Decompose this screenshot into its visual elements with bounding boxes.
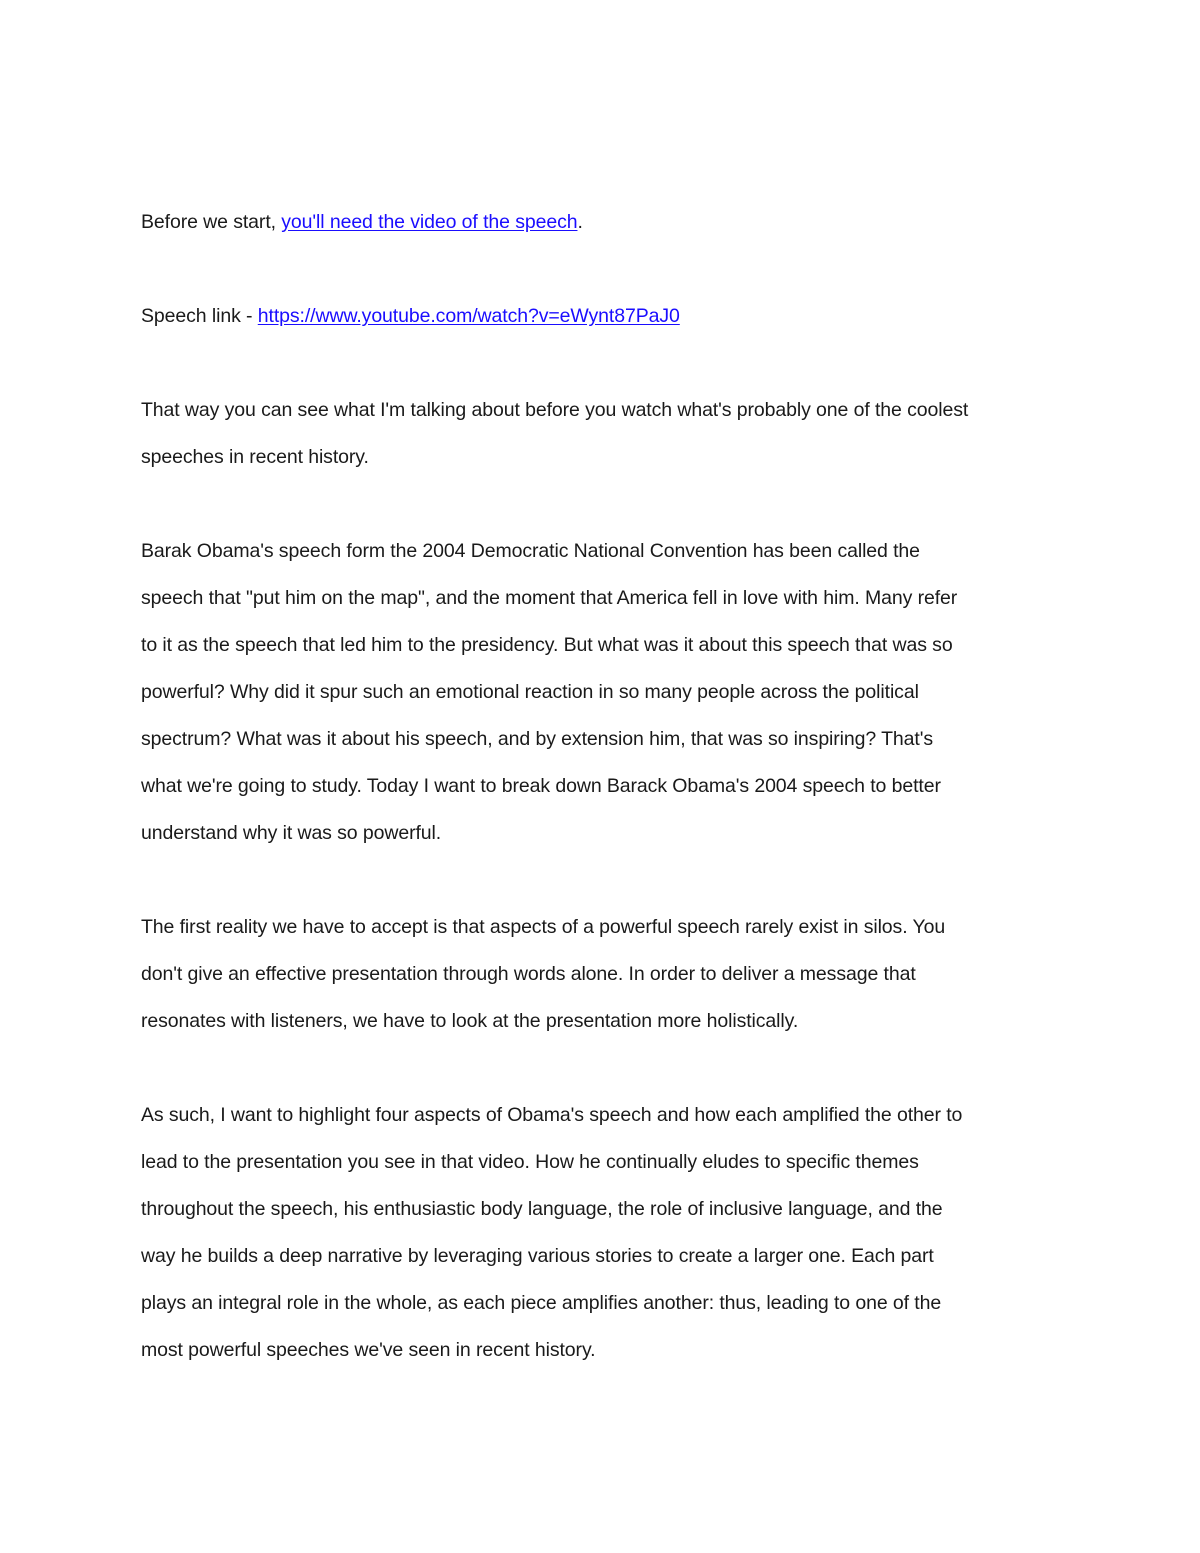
paragraph-line: Barak Obama's speech form the 2004 Democratic National Convention has been called the xyxy=(141,540,920,562)
paragraph-line: lead to the presentation you see in that video. How he continually eludes to specific themes xyxy=(141,1151,919,1173)
paragraph-line: most powerful speeches we've seen in recent history. xyxy=(141,1339,596,1361)
body-paragraph-2 xyxy=(141,528,1066,857)
paragraph-line: powerful? Why did it spur such an emotional reaction in so many people across the political xyxy=(141,681,919,703)
body-paragraph-1 xyxy=(141,387,1066,481)
paragraph-line: speeches in recent history. xyxy=(141,446,369,468)
paragraph-line: The first reality we have to accept is that aspects of a powerful speech rarely exist in silos. You xyxy=(141,916,946,938)
body-paragraph-4 xyxy=(141,1092,1066,1374)
video-link[interactable]: you'll need the video of the speech xyxy=(281,211,578,233)
paragraph-line: resonates with listeners, we have to look at the presentation more holistically. xyxy=(141,1010,799,1032)
paragraph-line: don't give an effective presentation through words alone. In order to deliver a message that xyxy=(141,963,916,985)
body-paragraph-3 xyxy=(141,904,1066,1045)
paragraph-line: throughout the speech, his enthusiastic body language, the role of inclusive language, and the xyxy=(141,1198,943,1220)
intro-prefix: Before we start, xyxy=(141,211,282,233)
speech-link-label: Speech link - xyxy=(141,305,258,327)
intro-paragraph xyxy=(141,199,1066,246)
youtube-url-link[interactable]: https://www.youtube.com/watch?v=eWynt87PaJ0 xyxy=(257,305,680,327)
paragraph-line: spectrum? What was it about his speech, and by extension him, that was so inspiring? That's xyxy=(141,728,934,750)
paragraph-line: way he builds a deep narrative by leveraging various stories to create a larger one. Each part xyxy=(141,1245,934,1267)
paragraph-line: plays an integral role in the whole, as each piece amplifies another: thus, leading to one of the xyxy=(141,1292,942,1314)
document-page xyxy=(141,199,1066,1374)
paragraph-line: understand why it was so powerful. xyxy=(141,822,442,844)
speech-link-paragraph xyxy=(141,293,1066,340)
paragraph-line: speech that "put him on the map", and the moment that America fell in love with him. Many refer xyxy=(141,587,958,609)
paragraph-line: That way you can see what I'm talking about before you watch what's probably one of the coolest xyxy=(141,399,969,421)
intro-suffix: . xyxy=(577,211,583,233)
paragraph-line: to it as the speech that led him to the presidency. But what was it about this speech that was so xyxy=(141,634,953,656)
paragraph-line: what we're going to study. Today I want to break down Barack Obama's 2004 speech to better xyxy=(141,775,941,797)
paragraph-line: As such, I want to highlight four aspects of Obama's speech and how each amplified the other to xyxy=(141,1104,963,1126)
